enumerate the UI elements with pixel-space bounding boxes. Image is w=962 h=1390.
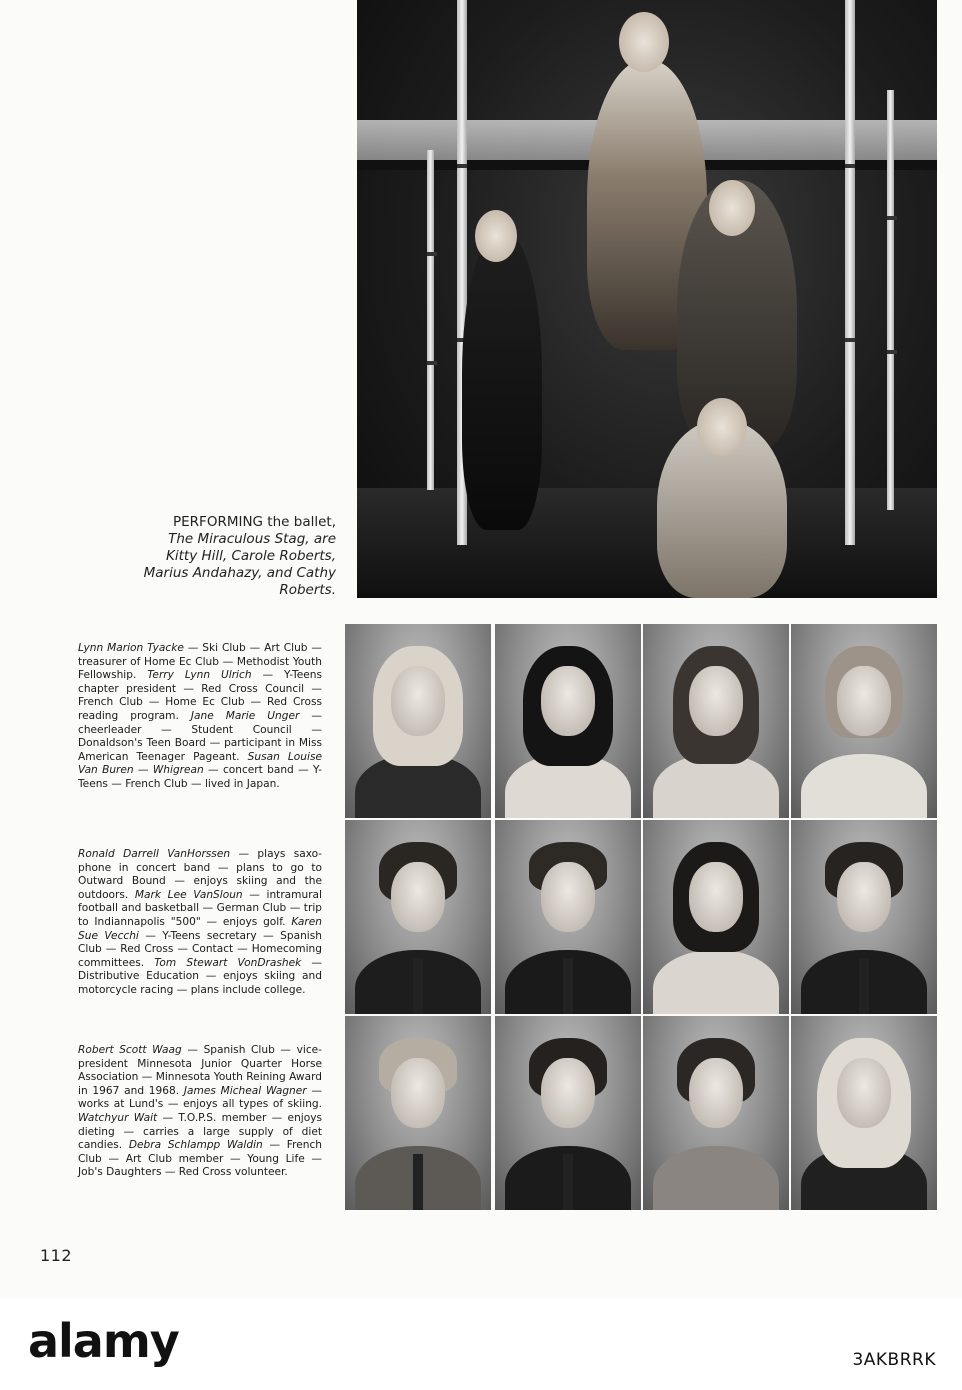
stock-image-id: 3AKBRRK [852, 1350, 936, 1370]
bio-block-3 [78, 1044, 322, 1180]
student-activities: — Y-Teens chapter president — Red Cross Council — French Club — Home Ec Club — Red Cross reading program. [78, 669, 322, 722]
student-portrait [345, 820, 491, 1014]
portrait-row-2 [345, 820, 937, 1014]
student-name: Lynn Marion Tyacke [78, 642, 184, 654]
student-activities: — Distributive Education — enjoys skiing and motorcycle racing — plans include college. [78, 956, 322, 996]
student-activities: — plays saxophone in concert band — plans to go to Outward Bound — enjoys skiing and the outdoors. [78, 848, 322, 901]
student-activities: — French Club — Art Club member — Young Life — Job's Daughters — Red Cross volunteer. [78, 1139, 322, 1179]
student-portrait [643, 624, 789, 818]
student-name: Watchyur Wait [78, 1111, 158, 1124]
student-portrait [791, 1016, 937, 1210]
dancer-face [697, 398, 747, 456]
student-name: Jane Marie Unger [190, 709, 300, 722]
student-activities: — T.O.P.S. member — enjoys dieting — carries a large supply of diet candies. [78, 1111, 322, 1152]
dancer-face [709, 180, 755, 236]
birch-tree [845, 0, 855, 545]
caption-lead: PERFORMING [173, 514, 264, 530]
alamy-logo: alamy [28, 1314, 179, 1368]
student-portrait [495, 1016, 641, 1210]
student-portrait [495, 624, 641, 818]
portrait-row-1 [345, 624, 937, 818]
bio-block-1 [78, 642, 322, 792]
portrait-row-3 [345, 1016, 937, 1210]
student-portrait [643, 820, 789, 1014]
student-activities: — concert band — Y-Teens — French Club — lived in Japan. [78, 764, 322, 790]
student-portrait [495, 820, 641, 1014]
student-activities: — cheerleader — Student Council — Donaldson's Teen Board — participant in Miss American Teenager Pageant. [78, 709, 322, 763]
student-name: James Micheal Wagner [183, 1084, 307, 1097]
student-activities: — Spanish Club — vice-president Minnesota Junior Quarter Horse Association — Minnesota Youth Reining Award in 1967 and 1968. [78, 1044, 322, 1097]
student-name: Tom Stewart VonDrashek [154, 956, 302, 969]
student-portrait [643, 1016, 789, 1210]
student-portrait [345, 624, 491, 818]
student-portrait [791, 820, 937, 1014]
student-name: Terry Lynn Ulrich [147, 669, 252, 682]
page-number: 112 [40, 1246, 73, 1265]
student-name: Karen Sue Vecchi [78, 915, 322, 942]
dancer-face [475, 210, 517, 262]
student-name: Mark Lee VanSloun [134, 888, 243, 901]
birch-tree [887, 90, 894, 510]
caption-performers: are Kitty Hill, Carole Roberts, Marius Andahazy, and Cathy Roberts. [143, 531, 336, 598]
student-activities: — Ski Club — Art Club — treasurer of Home Ec Club — Methodist Youth Fellowship. [78, 642, 322, 682]
photo-caption [140, 514, 336, 599]
student-name: Debra Schlampp Waldin [128, 1139, 263, 1152]
ballet-photo [357, 0, 937, 598]
student-portrait [345, 1016, 491, 1210]
birch-tree [427, 150, 434, 490]
student-activities: — works at Lund's — enjoys all types of skiing. [78, 1084, 322, 1111]
dancer-left [462, 230, 542, 530]
dancer-face [619, 12, 669, 72]
bio-block-2 [78, 848, 322, 998]
student-name: Robert Scott Waag [78, 1044, 182, 1056]
student-name: Ronald Darrell VanHorssen [78, 848, 231, 860]
student-activities: — Y-Teens secretary — Spanish Club — Red Cross — Contact — Homecoming committees. [78, 929, 322, 969]
student-name: Susan Louise Van Buren — Whigrean [78, 750, 322, 777]
student-activities: — intramural football and basketball — German Club — trip to Indiannapolis "500" — enjoys golf. [78, 888, 322, 928]
caption-ballet-title: The Miraculous Stag, [168, 531, 310, 547]
student-portrait [791, 624, 937, 818]
stock-watermark-bar [0, 1298, 962, 1390]
caption-line1: the ballet, [263, 514, 336, 530]
